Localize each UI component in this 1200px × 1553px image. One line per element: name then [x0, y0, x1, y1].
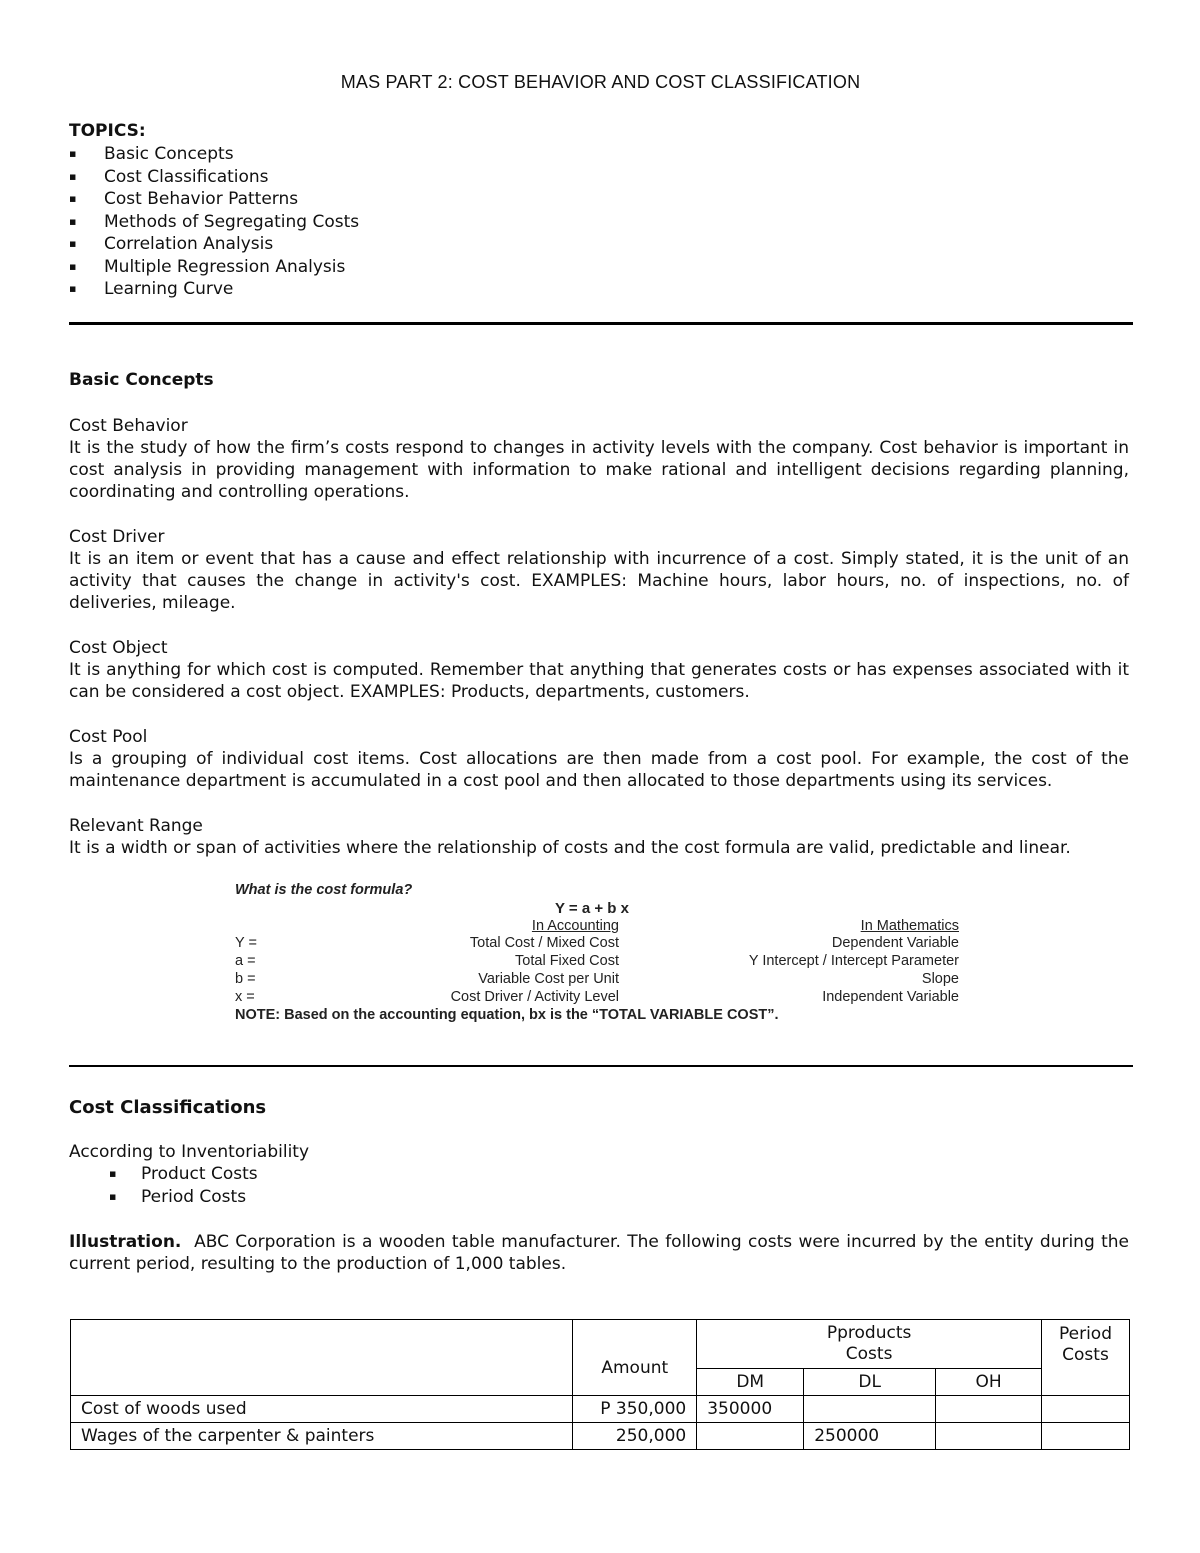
document-title: MAS PART 2: COST BEHAVIOR AND COST CLASSIFICATION: [340, 72, 861, 92]
row-period: [1041, 1396, 1129, 1423]
concept-definition: Is a grouping of individual cost items. Cost allocations are then made from a cost pool. For example, the cost of the maintenance department is accumulated in a cost pool and then allocated to those departments using its services.: [69, 749, 1129, 791]
formula-accounting: Variable Cost per Unit: [478, 971, 619, 987]
topic-item: ▪ Correlation Analysis: [69, 233, 359, 256]
concept-cost-behavior: [69, 415, 1129, 503]
topic-item: ▪ Multiple Regression Analysis: [69, 256, 359, 279]
concept-cost-object: [69, 637, 1129, 703]
header-period-costs: [1041, 1320, 1129, 1396]
topic-item: ▪ Learning Curve: [69, 278, 359, 301]
formula-question: What is the cost formula?: [235, 882, 413, 898]
header-dl: DL: [804, 1369, 936, 1396]
row-dl: [804, 1396, 936, 1423]
concept-term: Cost Driver: [69, 527, 165, 547]
illustration-paragraph: [69, 1231, 1129, 1275]
formula-symbol: Y =: [235, 935, 257, 951]
concept-definition: It is an item or event that has a cause and effect relationship with incurrence of a cost. Simply stated, it is the unit of an activity that causes the change in activity's cost. EXAMPLES: Machine hours, labor hours, no. of inspections, no. of deliveries, mileage.: [69, 549, 1129, 613]
formula-col-math: In Mathematics: [860, 918, 959, 934]
topics-heading: TOPICS:: [69, 121, 146, 141]
formula-equation: Y = a + b x: [555, 900, 629, 917]
topic-item: ▪ Cost Classifications: [69, 166, 359, 189]
formula-accounting: Total Cost / Mixed Cost: [469, 935, 619, 951]
row-item: Cost of woods used: [71, 1396, 573, 1423]
classification-item: ▪ Product Costs: [69, 1163, 258, 1186]
header-item-cell: [71, 1320, 573, 1396]
cost-formula-figure: [235, 880, 959, 1025]
formula-row: [235, 989, 959, 1007]
concept-term: Relevant Range: [69, 816, 203, 836]
header-products-line1: Pproducts: [826, 1323, 912, 1343]
table-row: [71, 1423, 1130, 1450]
concept-definition: It is anything for which cost is computed. Remember that anything that generates costs or has expenses associated with it can be considered a cost object. EXAMPLES: Products, departments, customers.: [69, 660, 1129, 702]
concept-definition: It is the study of how the firm’s costs respond to changes in activity levels with the company. Cost behavior is important in cost analysis in providing management with information to make rational and intelligent decisions regarding planning, coordinating and controlling operations.: [69, 438, 1129, 502]
header-dm: DM: [697, 1369, 804, 1396]
basic-concepts-heading: Basic Concepts: [69, 370, 214, 390]
header-period-line2: Costs: [1062, 1345, 1109, 1365]
topic-item: ▪ Basic Concepts: [69, 143, 359, 166]
formula-accounting: Cost Driver / Activity Level: [450, 989, 619, 1005]
row-oh: [936, 1396, 1042, 1423]
topic-item: ▪ Cost Behavior Patterns: [69, 188, 359, 211]
cost-table: [70, 1319, 1130, 1450]
concept-cost-driver: [69, 526, 1129, 614]
formula-symbol: b =: [235, 971, 256, 987]
formula-col-accounting: In Accounting: [531, 918, 619, 934]
classification-list: [69, 1163, 258, 1208]
illustration-label: Illustration.: [69, 1232, 182, 1252]
formula-row: [235, 935, 959, 953]
formula-math: Slope: [921, 971, 959, 987]
formula-math: Dependent Variable: [831, 935, 959, 951]
row-dl: 250000: [804, 1423, 936, 1450]
section-divider: [69, 1065, 1133, 1067]
inventoriability-subheading: According to Inventoriability: [69, 1142, 310, 1162]
row-oh: [936, 1423, 1042, 1450]
row-amount: 250,000: [573, 1423, 697, 1450]
header-products-line2: Costs: [845, 1344, 893, 1364]
formula-row: [235, 971, 959, 989]
concept-term: Cost Pool: [69, 727, 148, 747]
table-row: [71, 1396, 1130, 1423]
row-dm: 350000: [697, 1396, 804, 1423]
header-oh: OH: [936, 1369, 1042, 1396]
formula-note: NOTE: Based on the accounting equation, bx is the “TOTAL VARIABLE COST”.: [235, 1007, 779, 1023]
concept-cost-pool: [69, 726, 1129, 792]
formula-symbol: a =: [235, 953, 256, 969]
topic-item: ▪ Methods of Segregating Costs: [69, 211, 359, 234]
header-period-line1: Period: [1058, 1324, 1112, 1344]
row-period: [1041, 1423, 1129, 1450]
table-header-row: [71, 1320, 1130, 1369]
cost-classifications-heading: Cost Classifications: [69, 1097, 267, 1118]
formula-symbol: x =: [235, 989, 255, 1005]
formula-row: [235, 953, 959, 971]
formula-math: Independent Variable: [822, 989, 959, 1005]
row-item: Wages of the carpenter & painters: [71, 1423, 573, 1450]
concept-term: Cost Object: [69, 638, 168, 658]
formula-accounting: Total Fixed Cost: [515, 953, 619, 969]
header-amount: Amount: [573, 1320, 697, 1396]
illustration-text: ABC Corporation is a wooden table manufacturer. The following costs were incurred by the entity during the current period, resulting to the production of 1,000 tables.: [69, 1232, 1129, 1274]
concept-term: Cost Behavior: [69, 416, 188, 436]
formula-math: Y Intercept / Intercept Parameter: [748, 953, 959, 969]
header-products-costs: [697, 1320, 1042, 1369]
concept-definition: It is a width or span of activities where the relationship of costs and the cost formula are valid, predictable and linear.: [69, 838, 1071, 858]
row-dm: [697, 1423, 804, 1450]
classification-item: ▪ Period Costs: [69, 1186, 258, 1209]
topics-list: [69, 143, 359, 301]
section-divider: [69, 322, 1133, 325]
row-amount: P 350,000: [573, 1396, 697, 1423]
concept-relevant-range: [69, 815, 1129, 859]
